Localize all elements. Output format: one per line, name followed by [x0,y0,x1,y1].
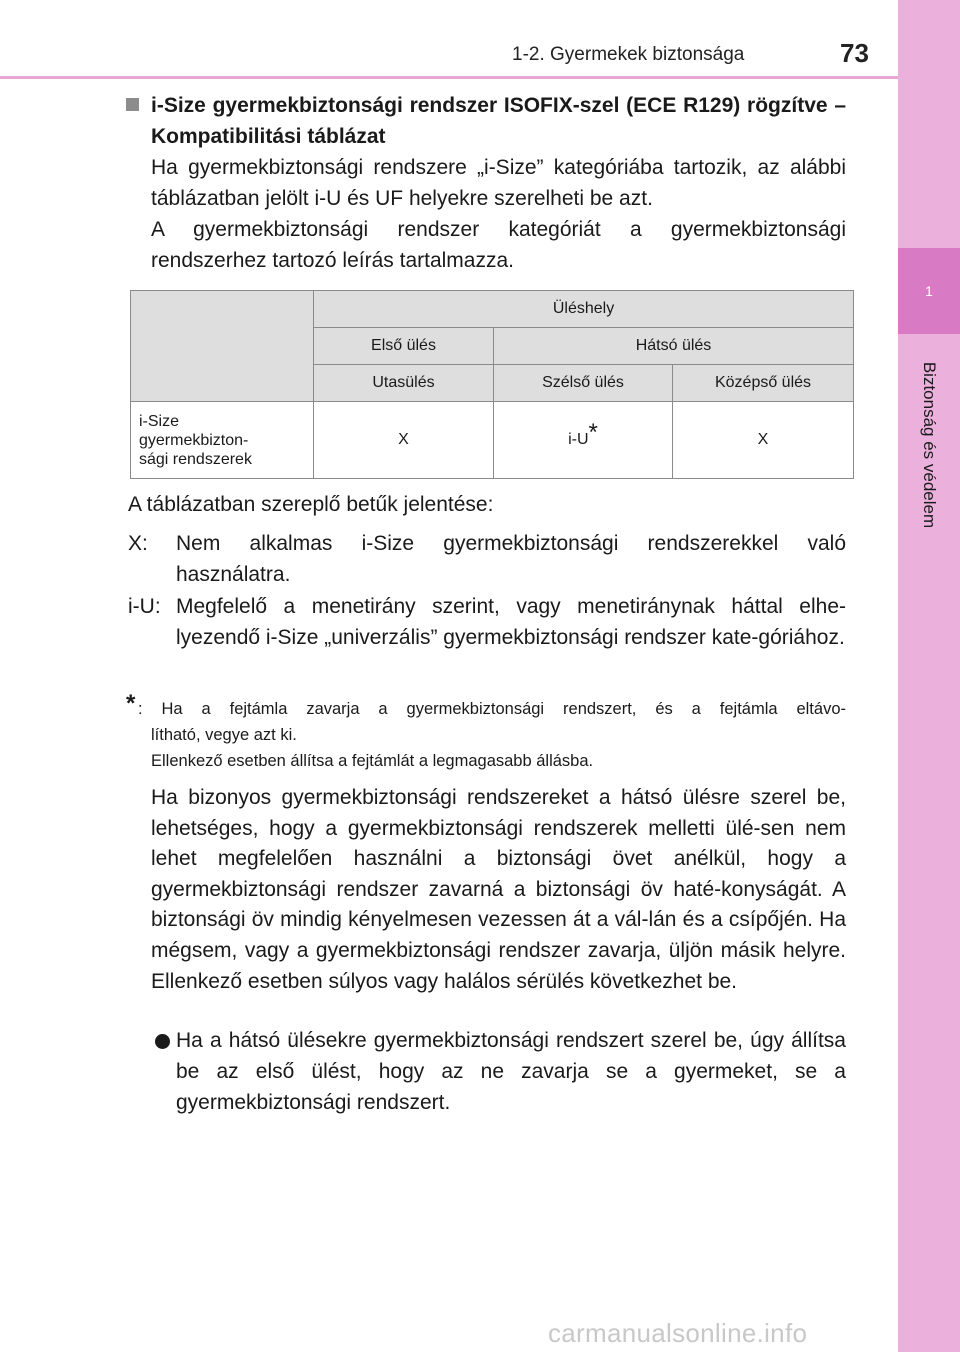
table-corner-cell [131,291,314,402]
footnote-line: Ellenkező esetben állítsa a fejtámlát a legmagasabb állásba. [151,752,594,770]
legend-term: i-U: [128,595,161,618]
legend-desc: Megfelelő a menetirány szerint, vagy menetiránynak háttal elhe-lyezendő i-Size „univerzális” gyermekbiztonsági rendszer kate-góriához. [176,595,846,649]
warning-paragraph: Ha bizonyos gyermekbiztonsági rendszereket a hátsó ülésre szerel be, lehetséges, hogy a gyermekbiztonsági rendszerek melletti ülé-sen nem lehet megfelelően használni a biztonsági övet anélkül, hogy a gyermekbiztonsági rendszer zavarná a biztonsági öv haté-konyságát. A biztonsági öv mindig kényelmesen vezessen át a vál-lán és a csípőjén. Ha mégsem, vagy a gyermekbiztonsági rendszer zavarja, üljön másik helyre. Ellenkező esetben súlyos vagy halálos sérülés következhet be. [151,786,846,993]
cell-passenger: X [314,402,494,479]
section-heading: i-Size gyermekbiztonsági rendszer ISOFIX-szel (ECE R129) rögzítve – Kompatibilitási táblázat [151,94,846,148]
bullet-dot-icon [155,1034,170,1049]
page-number: 73 [840,38,869,68]
running-header: 1-2. Gyermekek biztonsága [512,44,745,65]
footnote-asterisk: * [588,419,598,446]
intro-text [151,152,846,276]
section-square-icon [126,98,139,111]
header-center-seat: Középső ülés [673,365,854,402]
footnote [138,696,846,774]
row-label-line: gyermekbizton- [139,431,249,449]
header-outer-seat: Szélső ülés [494,365,673,402]
footnote-mark: * [126,690,136,717]
intro-paragraph-2: A gyermekbiztonsági rendszer kategóriát a gyermekbiztonsági rendszerhez tartozó leírás tartalmazza. [151,218,846,272]
watermark: carmanualsonline.info [548,1318,808,1348]
legend-desc: Nem alkalmas i-Size gyermekbiztonsági rendszerekkel való használatra. [176,532,846,586]
row-label-line: i-Size [139,412,180,430]
side-strip [898,0,960,1352]
chapter-title: Biztonság és védelem [920,361,939,529]
row-label-isize [131,402,314,479]
header-front-seat: Első ülés [314,328,494,365]
header-passenger-seat: Utasülés [314,365,494,402]
legend-term: X: [128,532,148,555]
header-seat-position: Üléshely [314,291,854,328]
cell-center: X [673,402,854,479]
bullet-text: Ha a hátsó ülésekre gyermekbiztonsági rendszert szerel be, úgy állítsa be az első ülést, hogy az ne zavarja se a gyermeket, se a gyermekbiztonsági rendszert. [176,1029,846,1114]
header-divider [0,76,898,79]
compatibility-table [130,290,854,479]
row-label-line: sági rendszerek [139,450,252,468]
footnote-line: lítható, vegye azt ki. [151,726,297,744]
cell-outer [494,402,673,479]
cell-outer-value: i-U [568,431,589,448]
chapter-number-tab: 1 [898,248,960,334]
header-rear-seat: Hátsó ülés [494,328,854,365]
intro-paragraph-1: Ha gyermekbiztonsági rendszere „i-Size” kategóriába tartozik, az alábbi táblázatban jelölt i-U és UF helyekre szerelheti be azt. [151,156,846,210]
footnote-line: : Ha a fejtámla zavarja a gyermekbiztonsági rendszert, és a fejtámla eltávo- [138,700,846,718]
legend-intro: A táblázatban szereplő betűk jelentése: [128,493,494,516]
